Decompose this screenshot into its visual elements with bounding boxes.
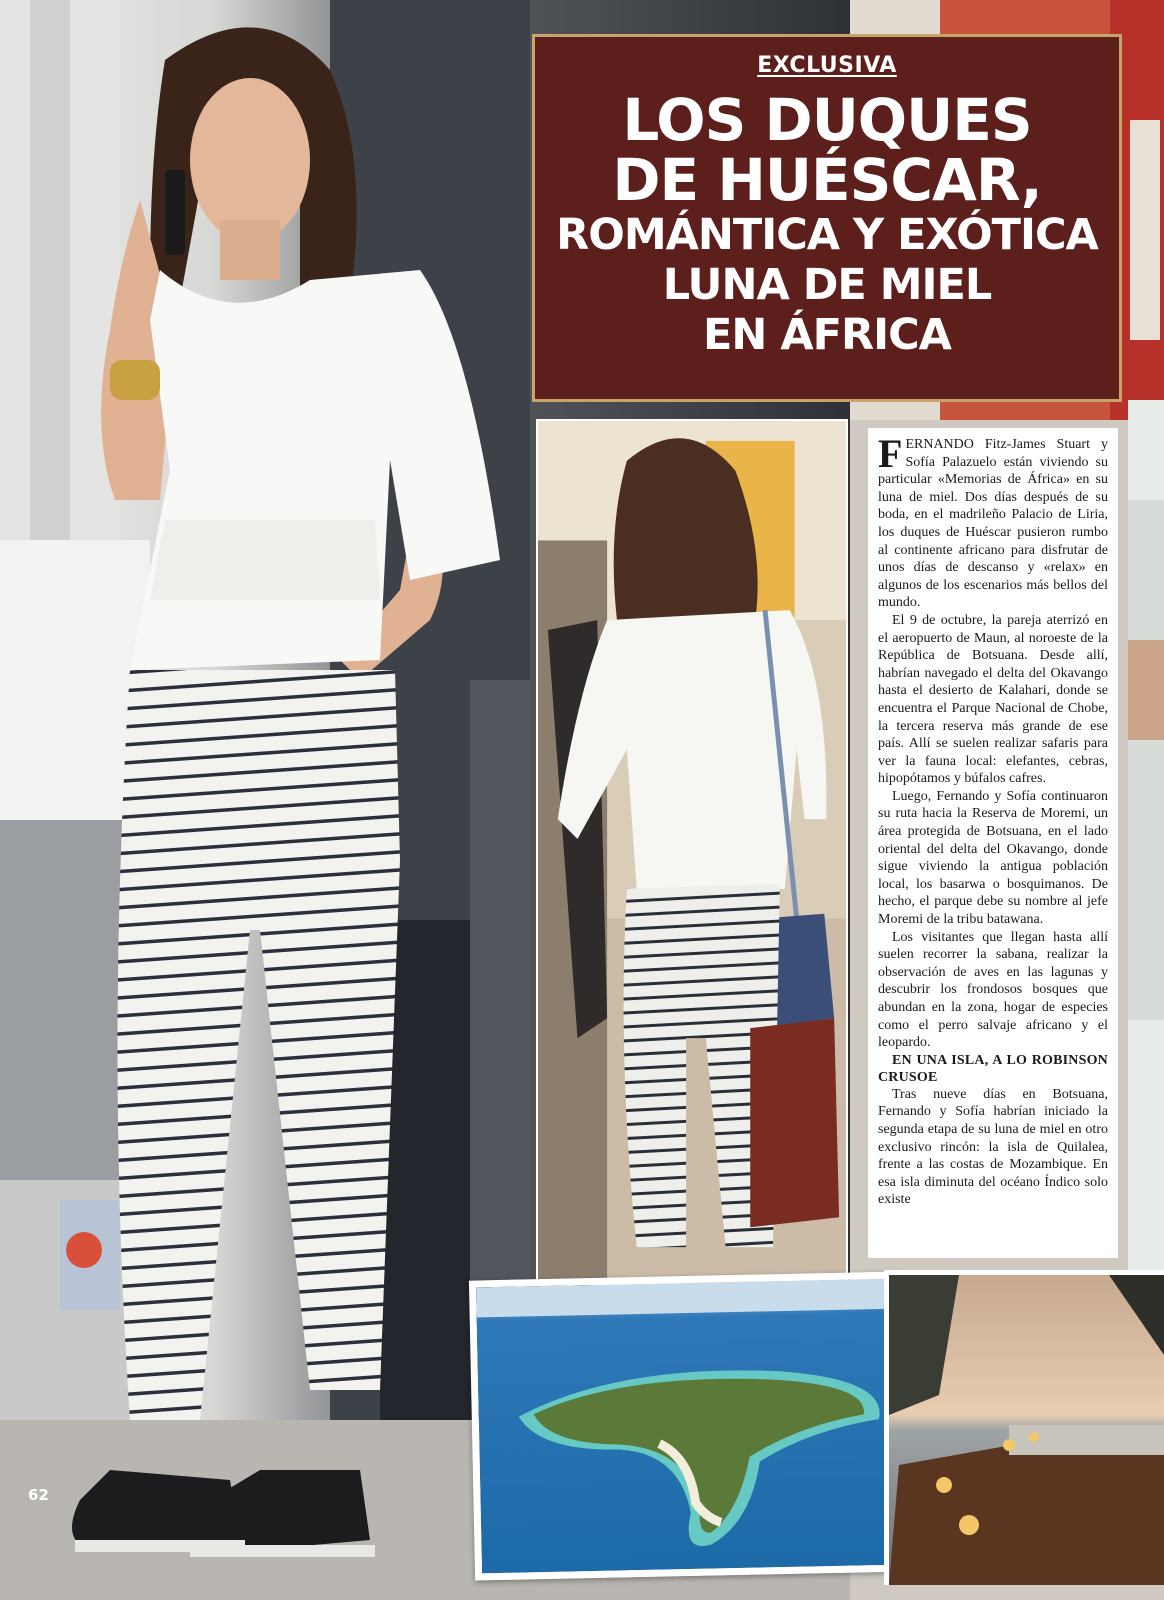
- article-paragraph-2: El 9 de octubre, la pareja aterrizó en el aeropuerto de Maun, al noroeste de la República de Botsuana. Desde allí, habrían navegado el delta del Okavango hasta el desierto de Kalahari, donde se encuentra el Parque Nacional de Chobe, la tercera reserva más grande de ese país. Allí se suelen realizar safaris para ver la fauna local: elefantes, cebras, hipopótamos y búfalos cafres.: [878, 612, 1108, 787]
- kicker-label: EXCLUSIVA: [757, 53, 897, 78]
- article-subhead: EN UNA ISLA, A LO ROBINSON CRUSOE: [878, 1052, 1108, 1085]
- article-paragraph-3: Luego, Fernando y Sofía continuaron su ruta hacia la Reserva de Moremi, un área protegida de Botsuana, en el lado oriental del delta del Okavango, donde sigue viviendo la antigua población local, los basarwa o bosquimanos. De hecho, el parque debe su nombre al jefe Moremi de la tribu batawana.: [878, 788, 1108, 928]
- page-number: 62: [28, 1486, 49, 1504]
- article-paragraph-1: [878, 431, 1108, 612]
- photo-deck-sunset: [884, 1270, 1164, 1585]
- article-paragraph-5: Tras nueve días en Botsuana, Fernando y Sofía habrían iniciado la segunda etapa de su luna de miel en otro exclusivo rincón: la isla de Quilalea, frente a las costas de Mozambique. En esa isla diminuta del océano Índico solo existe: [878, 1086, 1108, 1208]
- article-paragraph-4: Los visitantes que llegan hasta allí suelen recorrer la sabana, realizar la observación de aves en las lagunas y descubrir los frondosos bosques que abundan en la zona, hogar de especies como el perro salvaje africano y el leopardo.: [878, 929, 1108, 1051]
- photo-island-aerial: [469, 1271, 909, 1580]
- photo-woman-back-view: [536, 419, 848, 1285]
- headline-box: [532, 34, 1122, 402]
- drop-cap: F: [878, 431, 903, 476]
- article-paragraph-1-text: ERNANDO Fitz-James Stuart y Sofía Palazuelo están viviendo su particular «Memorias de África» en su luna de miel. Dos días después de su boda, en el madrileño Palacio de Liria, los duques de Huéscar pusieron rumbo al continente africano para disfrutar de unos días de descanso y «relax» en algunos de los escenarios más bellos del mundo.: [878, 437, 1108, 611]
- headline-line-3: ROMÁNTICA Y EXÓTICA: [556, 210, 1098, 260]
- headline-line-5: EN ÁFRICA: [703, 310, 951, 360]
- article-body: [868, 428, 1118, 1258]
- photo-edge-strip: [1128, 400, 1164, 1270]
- headline-line-2: DE HUÉSCAR,: [612, 146, 1042, 214]
- headline-line-4: LUNA DE MIEL: [662, 260, 992, 310]
- headline-line-1: LOS DUQUES: [622, 86, 1032, 154]
